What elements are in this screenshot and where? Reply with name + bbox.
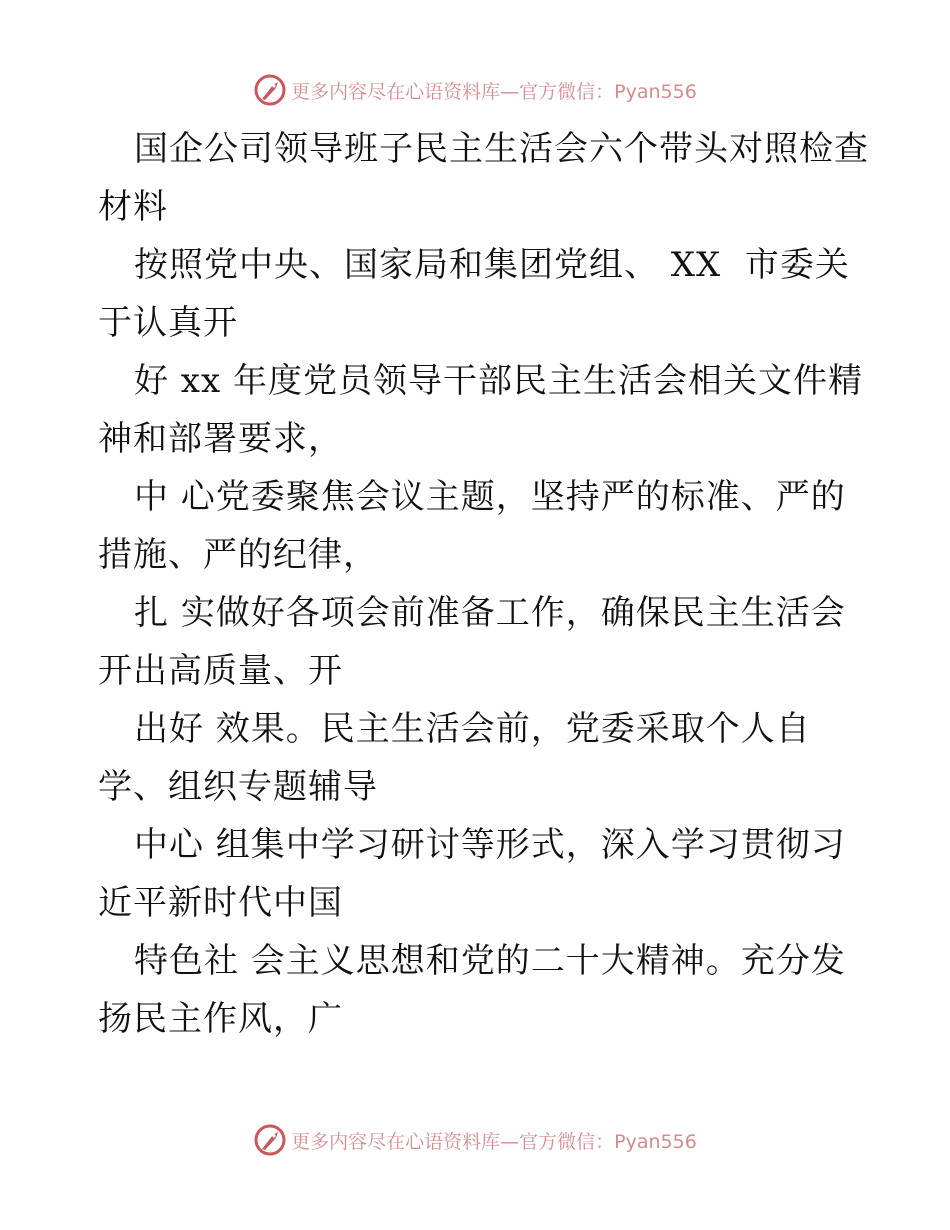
banner-text: 更多内容尽在心语资料库—官方微信：Pyan556 xyxy=(291,80,697,103)
paragraph-line: 按照党中央、国家局和集团党组、 XX 市委关 xyxy=(134,245,850,285)
paragraph-line: 出好 效果。民主生活会前，党委采取个人自 xyxy=(134,709,811,749)
pen-nib-logo-icon xyxy=(253,73,287,107)
paragraph-line: 中 心党委聚焦会议主题，坚持严的标准、严的 xyxy=(134,477,846,517)
paragraph-line: 于认真开 xyxy=(98,303,238,343)
paragraph-line: 中心 组集中学习研讨等形式，深入学习贯彻习 xyxy=(134,825,846,865)
paragraph-line: 学、组织专题辅导 xyxy=(98,767,378,807)
paragraph-line: 特色社 会主义思想和党的二十大精神。充分发 xyxy=(134,941,846,981)
document-title-line: 材料 xyxy=(98,187,168,227)
paragraph-line: 神和部署要求， xyxy=(98,419,343,459)
footer-banner xyxy=(0,1120,950,1160)
paragraph-line: 扎 实做好各项会前准备工作，确保民主生活会 xyxy=(134,593,846,633)
paragraph-line: 扬民主作风，广 xyxy=(98,999,343,1039)
paragraph-line: 好 xx 年度党员领导干部民主生活会相关文件精 xyxy=(134,361,863,401)
banner-text: 更多内容尽在心语资料库—官方微信：Pyan556 xyxy=(291,1130,697,1153)
document-title-line: 国企公司领导班子民主生活会六个带头对照检查 xyxy=(134,129,869,169)
paragraph-line: 措施、严的纪律， xyxy=(98,535,378,575)
paragraph-line: 开出高质量、开 xyxy=(98,651,343,691)
document-body xyxy=(98,120,869,1048)
paragraph-line: 近平新时代中国 xyxy=(98,883,343,923)
header-banner xyxy=(0,70,950,110)
pen-nib-logo-icon xyxy=(253,1123,287,1157)
